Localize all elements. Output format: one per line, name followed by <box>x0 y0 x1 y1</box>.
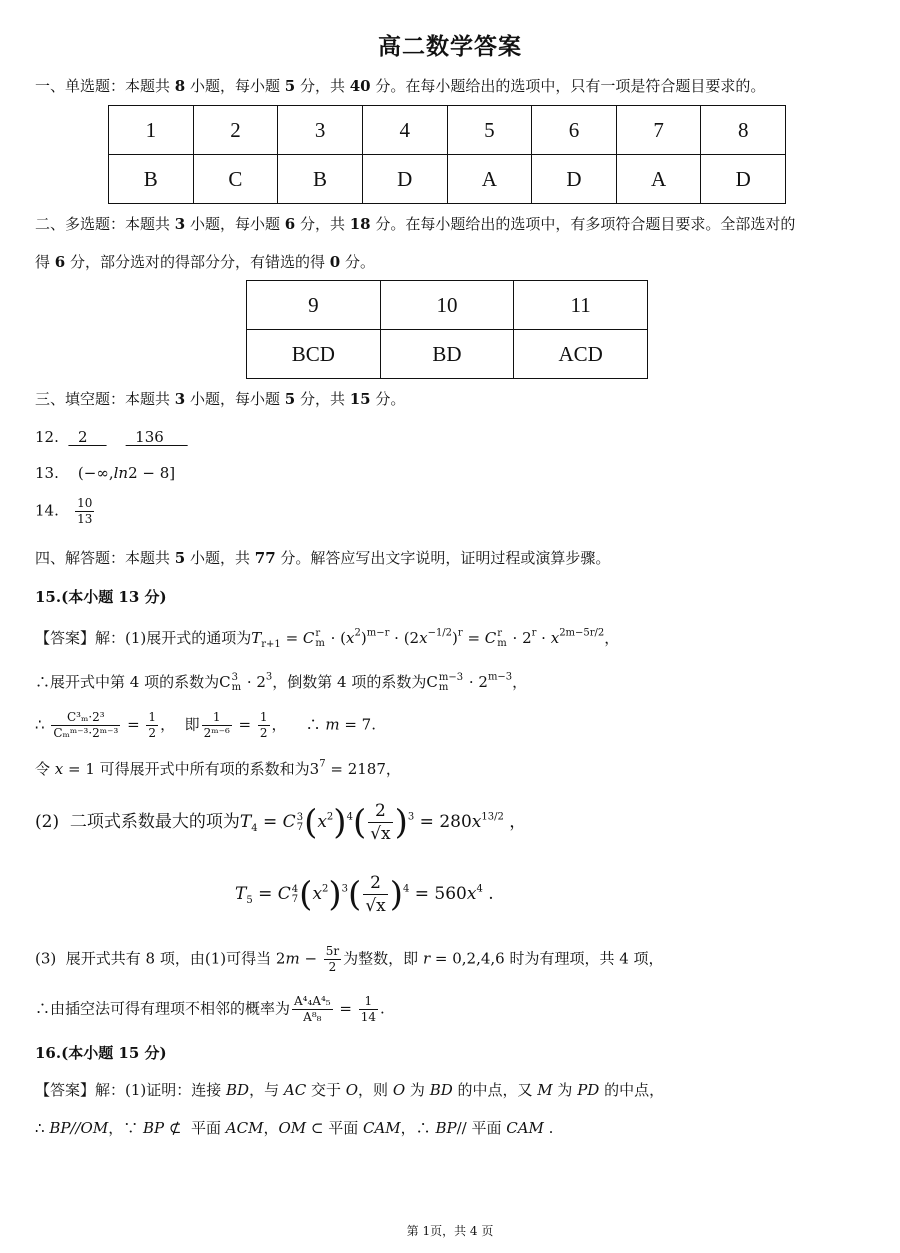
text-run: 的中点， <box>599 1081 665 1099</box>
q15-solution-line-1 <box>35 628 619 649</box>
upper-index: 4 <box>291 883 299 895</box>
fraction-denominator: √x <box>370 824 391 844</box>
lower-index: m <box>497 638 507 649</box>
q15-solution-line-6 <box>235 872 494 917</box>
text-run: ， <box>263 1119 279 1137</box>
math-variable: x <box>550 629 560 647</box>
answer-q14 <box>35 496 96 527</box>
answer-cell: D <box>701 155 786 204</box>
text-run: − <box>299 949 322 968</box>
text-run: ⊄ 平面 <box>164 1119 226 1137</box>
text-run: 12. <box>35 428 69 446</box>
large-parenthesis: ) <box>394 802 408 843</box>
text-run: · 2 <box>242 673 266 691</box>
answer-cell: C <box>193 155 278 204</box>
text-run: = <box>122 715 145 734</box>
fraction <box>202 710 232 741</box>
math-variable: ACM <box>225 1119 264 1137</box>
text-run: = <box>462 629 485 647</box>
text-run: 分。在每小题给出的选项中，有多项符合题目要求。全部选对的 <box>370 215 796 233</box>
math-variable: T <box>235 884 247 904</box>
question-number-cell: 8 <box>701 106 786 155</box>
answer-cell: D <box>532 155 617 204</box>
math-variable: O <box>392 1081 406 1099</box>
text-run: · <box>536 629 551 647</box>
text-run: 二、多选题：本题共 <box>35 215 175 233</box>
text-run: ，∴ <box>400 1119 436 1137</box>
text-run: = 0,2,4,6 时为有理项，共 4 项， <box>430 949 664 968</box>
fraction-numerator: 2 <box>368 800 392 823</box>
text-run: ，则 <box>358 1081 393 1099</box>
math-variable: O <box>345 1081 359 1099</box>
math-variable: M <box>537 1081 553 1099</box>
text-run: 四、解答题：本题共 <box>35 549 175 567</box>
text-run: 小题，每小题 <box>185 215 285 233</box>
text-run: ) <box>452 629 458 647</box>
question-16-heading <box>35 1043 167 1063</box>
bold-text: 5 <box>284 390 296 408</box>
superscript: 13/2 <box>481 811 504 823</box>
answer-cell: D <box>362 155 447 204</box>
text-run: = 2187， <box>325 760 401 778</box>
text-run: 令 <box>35 760 55 778</box>
text-run: 小题，每小题 <box>185 390 285 408</box>
question-number-row <box>109 106 786 155</box>
sub-superscript <box>232 673 241 693</box>
text-run: 分，部分选对的得部分分，有错选的得 <box>65 253 330 271</box>
fraction-numerator: C³ₘ·2³ <box>51 710 120 726</box>
fraction <box>363 872 387 917</box>
math-variable: m <box>325 715 340 734</box>
text-run: ， ∴ <box>271 715 326 734</box>
superscript: 2 <box>354 627 361 639</box>
fraction <box>51 710 120 741</box>
text-run: · 2 <box>464 673 488 691</box>
text-run: ，与 <box>249 1081 284 1099</box>
upper-index: r <box>315 628 321 639</box>
bold-text: 0 <box>329 253 341 271</box>
fraction-denominator: √x <box>365 896 386 916</box>
fraction-denominator: 2ᵐ⁻⁶ <box>203 726 230 740</box>
q15-solution-line-3 <box>35 710 376 741</box>
text-run: ∴ <box>35 1119 50 1137</box>
question-number-cell: 2 <box>193 106 278 155</box>
fraction <box>324 944 341 975</box>
superscript: 4 <box>346 811 353 823</box>
math-variable: C <box>302 629 315 647</box>
fraction <box>258 710 270 741</box>
question-number-cell: 11 <box>514 281 648 330</box>
text-run: = 7. <box>339 715 376 734</box>
subscript: r+1 <box>261 639 281 650</box>
math-variable: C <box>484 629 497 647</box>
fraction <box>359 994 378 1025</box>
superscript: 4 <box>476 883 483 895</box>
large-parenthesis: ( <box>304 802 318 843</box>
text-run: ∴由插空法可得有理项不相邻的概率为 <box>35 999 291 1018</box>
question-number-cell: 6 <box>532 106 617 155</box>
math-variable: r <box>422 949 431 968</box>
fraction-denominator: 14 <box>360 1010 376 1024</box>
text-run: (3) 展开式共有 8 项，由(1)可得当 2 <box>35 949 286 968</box>
text-run <box>107 428 126 446</box>
math-variable: BP <box>142 1119 165 1137</box>
superscript: m−3 <box>487 671 513 683</box>
bold-text: 15.(本小题 13 分) <box>35 588 167 606</box>
fraction-numerator: A⁴₄A⁴₅ <box>294 994 331 1008</box>
math-variable: x <box>466 884 477 904</box>
bold-text: 16.(本小题 15 分) <box>35 1044 167 1062</box>
text-run: · 2 <box>507 629 532 647</box>
text-run: ， <box>512 673 528 691</box>
upper-index: 3 <box>296 811 304 823</box>
lower-index: m <box>438 682 449 693</box>
math-variable: x <box>471 812 482 832</box>
question-number-cell: 10 <box>380 281 514 330</box>
text-run: ， <box>604 629 620 647</box>
text-run: ，∵ <box>108 1119 143 1137</box>
large-parenthesis: ( <box>299 874 313 915</box>
section-heading-multiple-choice <box>35 214 795 234</box>
text-run: ， 即 <box>160 715 200 734</box>
bold-text: 5 <box>284 77 296 95</box>
text-run: 为整数，即 <box>343 949 423 968</box>
bold-text: 6 <box>284 215 296 233</box>
text-run: ， <box>503 812 527 832</box>
fraction-denominator: 2 <box>328 960 337 974</box>
math-variable: ln <box>113 464 129 482</box>
section-heading-multiple-choice-continued <box>35 252 375 272</box>
fraction-numerator: 1 <box>148 710 157 724</box>
bold-text: 15 <box>349 390 371 408</box>
sub-superscript <box>315 629 324 649</box>
single-choice-answer-table <box>108 105 786 204</box>
superscript: m−r <box>366 627 390 639</box>
text-run: · (2 <box>389 629 420 647</box>
fraction-denominator: Cₘᵐ⁻³·2ᵐ⁻³ <box>53 726 119 740</box>
lower-index: 7 <box>296 821 304 833</box>
q15-solution-line-8 <box>35 994 385 1025</box>
text-run: = <box>233 715 256 734</box>
fraction <box>75 496 94 527</box>
superscript: r <box>531 627 537 639</box>
text-run: 分，共 <box>295 215 350 233</box>
text-run: 分。 <box>370 390 406 408</box>
superscript: r <box>457 627 463 639</box>
superscript: 2 <box>326 811 334 823</box>
upper-index: r <box>497 628 503 639</box>
underlined-answer: 136 <box>125 428 188 446</box>
fraction <box>146 710 158 741</box>
answer-cell: ACD <box>514 330 648 379</box>
sub-superscript <box>439 673 463 693</box>
q15-solution-line-4 <box>35 759 401 779</box>
answer-cell: BCD <box>247 330 381 379</box>
sub-superscript <box>297 813 303 833</box>
bold-text: 8 <box>174 77 186 95</box>
text-run: 【答案】解：(1)证明：连接 <box>35 1081 227 1099</box>
bold-text: 77 <box>254 549 276 567</box>
superscript: 3 <box>265 671 273 683</box>
large-parenthesis: ( <box>348 874 362 915</box>
text-run: 小题，共 <box>185 549 255 567</box>
text-run: = <box>280 629 303 647</box>
text-run: 13. (−∞, <box>35 464 114 482</box>
multiple-choice-answer-table <box>246 280 648 379</box>
fraction-numerator: 10 <box>77 496 93 510</box>
math-variable: BD <box>226 1081 250 1099</box>
bold-text: 40 <box>349 77 371 95</box>
math-variable: C <box>282 812 296 832</box>
text-run: // 平面 <box>456 1119 507 1137</box>
question-number-cell: 9 <box>247 281 381 330</box>
text-run: 的中点，又 <box>452 1081 538 1099</box>
section-heading-single-choice <box>35 76 765 96</box>
fraction-numerator: 1 <box>259 710 268 724</box>
large-parenthesis: ) <box>328 874 342 915</box>
math-variable: BP <box>435 1119 457 1137</box>
math-variable: CAM <box>506 1119 544 1137</box>
text-run: = <box>257 812 283 832</box>
superscript: 2m−5r/2 <box>559 627 605 639</box>
q15-solution-line-5 <box>35 800 526 845</box>
q16-solution-line-2 <box>35 1118 553 1138</box>
text-run: (2) 二项式系数最大的项为 <box>35 812 240 832</box>
question-number-cell: 4 <box>362 106 447 155</box>
text-run: ) <box>360 629 367 647</box>
bold-text: 5 <box>174 549 186 567</box>
math-variable: BP//OM <box>49 1119 109 1137</box>
text-run: 分。在每小题给出的选项中，只有一项是符合题目要求的。 <box>370 77 766 95</box>
math-variable: x <box>317 812 327 832</box>
fraction-numerator: 1 <box>359 994 378 1010</box>
math-variable: x <box>54 760 64 778</box>
subscript: 4 <box>251 823 258 834</box>
fraction-numerator: 1 <box>202 710 232 726</box>
question-number-cell: 7 <box>616 106 701 155</box>
text-run: 交于 <box>306 1081 346 1099</box>
answer-cell: B <box>109 155 194 204</box>
text-run: 分。解答应写出文字说明，证明过程或演算步骤。 <box>275 549 611 567</box>
sub-superscript <box>292 885 298 905</box>
text-run: 一、单选题：本题共 <box>35 77 175 95</box>
text-run: ，倒数第 4 项的系数为C <box>272 673 438 691</box>
math-variable: x <box>419 629 428 647</box>
q16-solution-line-1 <box>35 1080 664 1100</box>
text-run: . <box>543 1119 554 1137</box>
math-variable: CAM <box>362 1119 401 1137</box>
math-variable: PD <box>577 1081 600 1099</box>
lower-index: m <box>315 638 325 649</box>
question-number-cell: 5 <box>447 106 532 155</box>
answer-q12 <box>35 427 188 447</box>
fraction-denominator: A⁸₈ <box>303 1010 322 1024</box>
math-variable: T <box>239 812 252 832</box>
fraction <box>292 994 333 1025</box>
answer-row <box>247 330 648 379</box>
superscript: −1/2 <box>427 627 453 639</box>
large-parenthesis: ( <box>352 802 367 843</box>
lower-index: m <box>231 682 242 693</box>
q15-solution-line-2 <box>35 672 527 693</box>
text-run: · ( <box>325 629 347 647</box>
fraction-denominator: 13 <box>77 512 93 526</box>
text-run: 得 <box>35 253 55 271</box>
bold-text: 6 <box>54 253 66 271</box>
math-variable: OM <box>278 1119 307 1137</box>
lower-index: 7 <box>291 893 299 905</box>
math-variable: C <box>277 884 291 904</box>
answer-cell: B <box>278 155 363 204</box>
page-footer: 第 1页，共 4 页 <box>406 1224 494 1238</box>
q15-solution-line-7 <box>35 944 664 975</box>
fraction-numerator: 5r <box>325 944 340 958</box>
text-run: 分，共 <box>295 390 350 408</box>
answer-cell: A <box>616 155 701 204</box>
text-run: . <box>379 999 385 1018</box>
fraction-denominator: 2 <box>259 726 268 740</box>
answer-q13 <box>35 463 175 483</box>
question-number-cell: 1 <box>109 106 194 155</box>
bold-text: 3 <box>174 215 186 233</box>
fraction-numerator: 2 <box>363 872 387 895</box>
fraction-denominator: 2 <box>148 726 157 740</box>
question-15-heading <box>35 587 167 607</box>
text-run: ⊂ 平面 <box>306 1119 363 1137</box>
text-run: 为 <box>552 1081 578 1099</box>
text-run: = <box>334 999 357 1018</box>
text-run: 为 <box>405 1081 430 1099</box>
large-parenthesis: ) <box>389 874 403 915</box>
text-run: 14. <box>35 501 74 520</box>
answer-cell: BD <box>380 330 514 379</box>
question-number-cell: 3 <box>278 106 363 155</box>
large-parenthesis: ) <box>333 802 347 843</box>
text-run: ∴ <box>35 715 50 734</box>
upper-index: m−3 <box>438 672 464 683</box>
math-variable: x <box>312 884 323 904</box>
upper-index: 3 <box>231 672 238 683</box>
section-heading-solutions <box>35 548 610 568</box>
math-variable: AC <box>283 1081 307 1099</box>
page-title: 高二数学答案 <box>378 33 522 60</box>
sub-superscript <box>497 629 506 649</box>
text-run: 小题，每小题 <box>185 77 285 95</box>
bold-text: 3 <box>174 390 186 408</box>
superscript: 7 <box>319 758 326 770</box>
text-run: 分，共 <box>295 77 350 95</box>
section-heading-fill-blank <box>35 389 405 409</box>
superscript: 3 <box>341 883 349 895</box>
text-run: = 560 <box>409 884 467 904</box>
text-run: 【答案】解：(1)展开式的通项为 <box>35 629 252 647</box>
fraction <box>368 800 392 845</box>
underlined-answer: 2 <box>68 428 107 446</box>
text-run: = 1 可得展开式中所有项的系数和为3 <box>63 760 320 778</box>
math-variable: m <box>285 949 300 968</box>
text-run: 分。 <box>340 253 375 271</box>
superscript: 2 <box>322 883 329 895</box>
text-run: ∴展开式中第 4 项的系数为C <box>35 673 231 691</box>
math-variable: x <box>346 629 355 647</box>
math-variable: BD <box>429 1081 453 1099</box>
subscript: 5 <box>246 895 253 906</box>
text-run: = 280 <box>414 812 472 832</box>
question-number-row <box>247 281 648 330</box>
superscript: 3 <box>407 811 415 823</box>
answer-cell: A <box>447 155 532 204</box>
math-variable: T <box>251 629 262 647</box>
bold-text: 18 <box>349 215 371 233</box>
text-run: . <box>482 884 494 904</box>
answer-row <box>109 155 786 204</box>
superscript: 4 <box>403 883 410 895</box>
text-run: 2 − 8] <box>128 464 176 482</box>
text-run: = <box>252 884 278 904</box>
text-run: 三、填空题：本题共 <box>35 390 175 408</box>
